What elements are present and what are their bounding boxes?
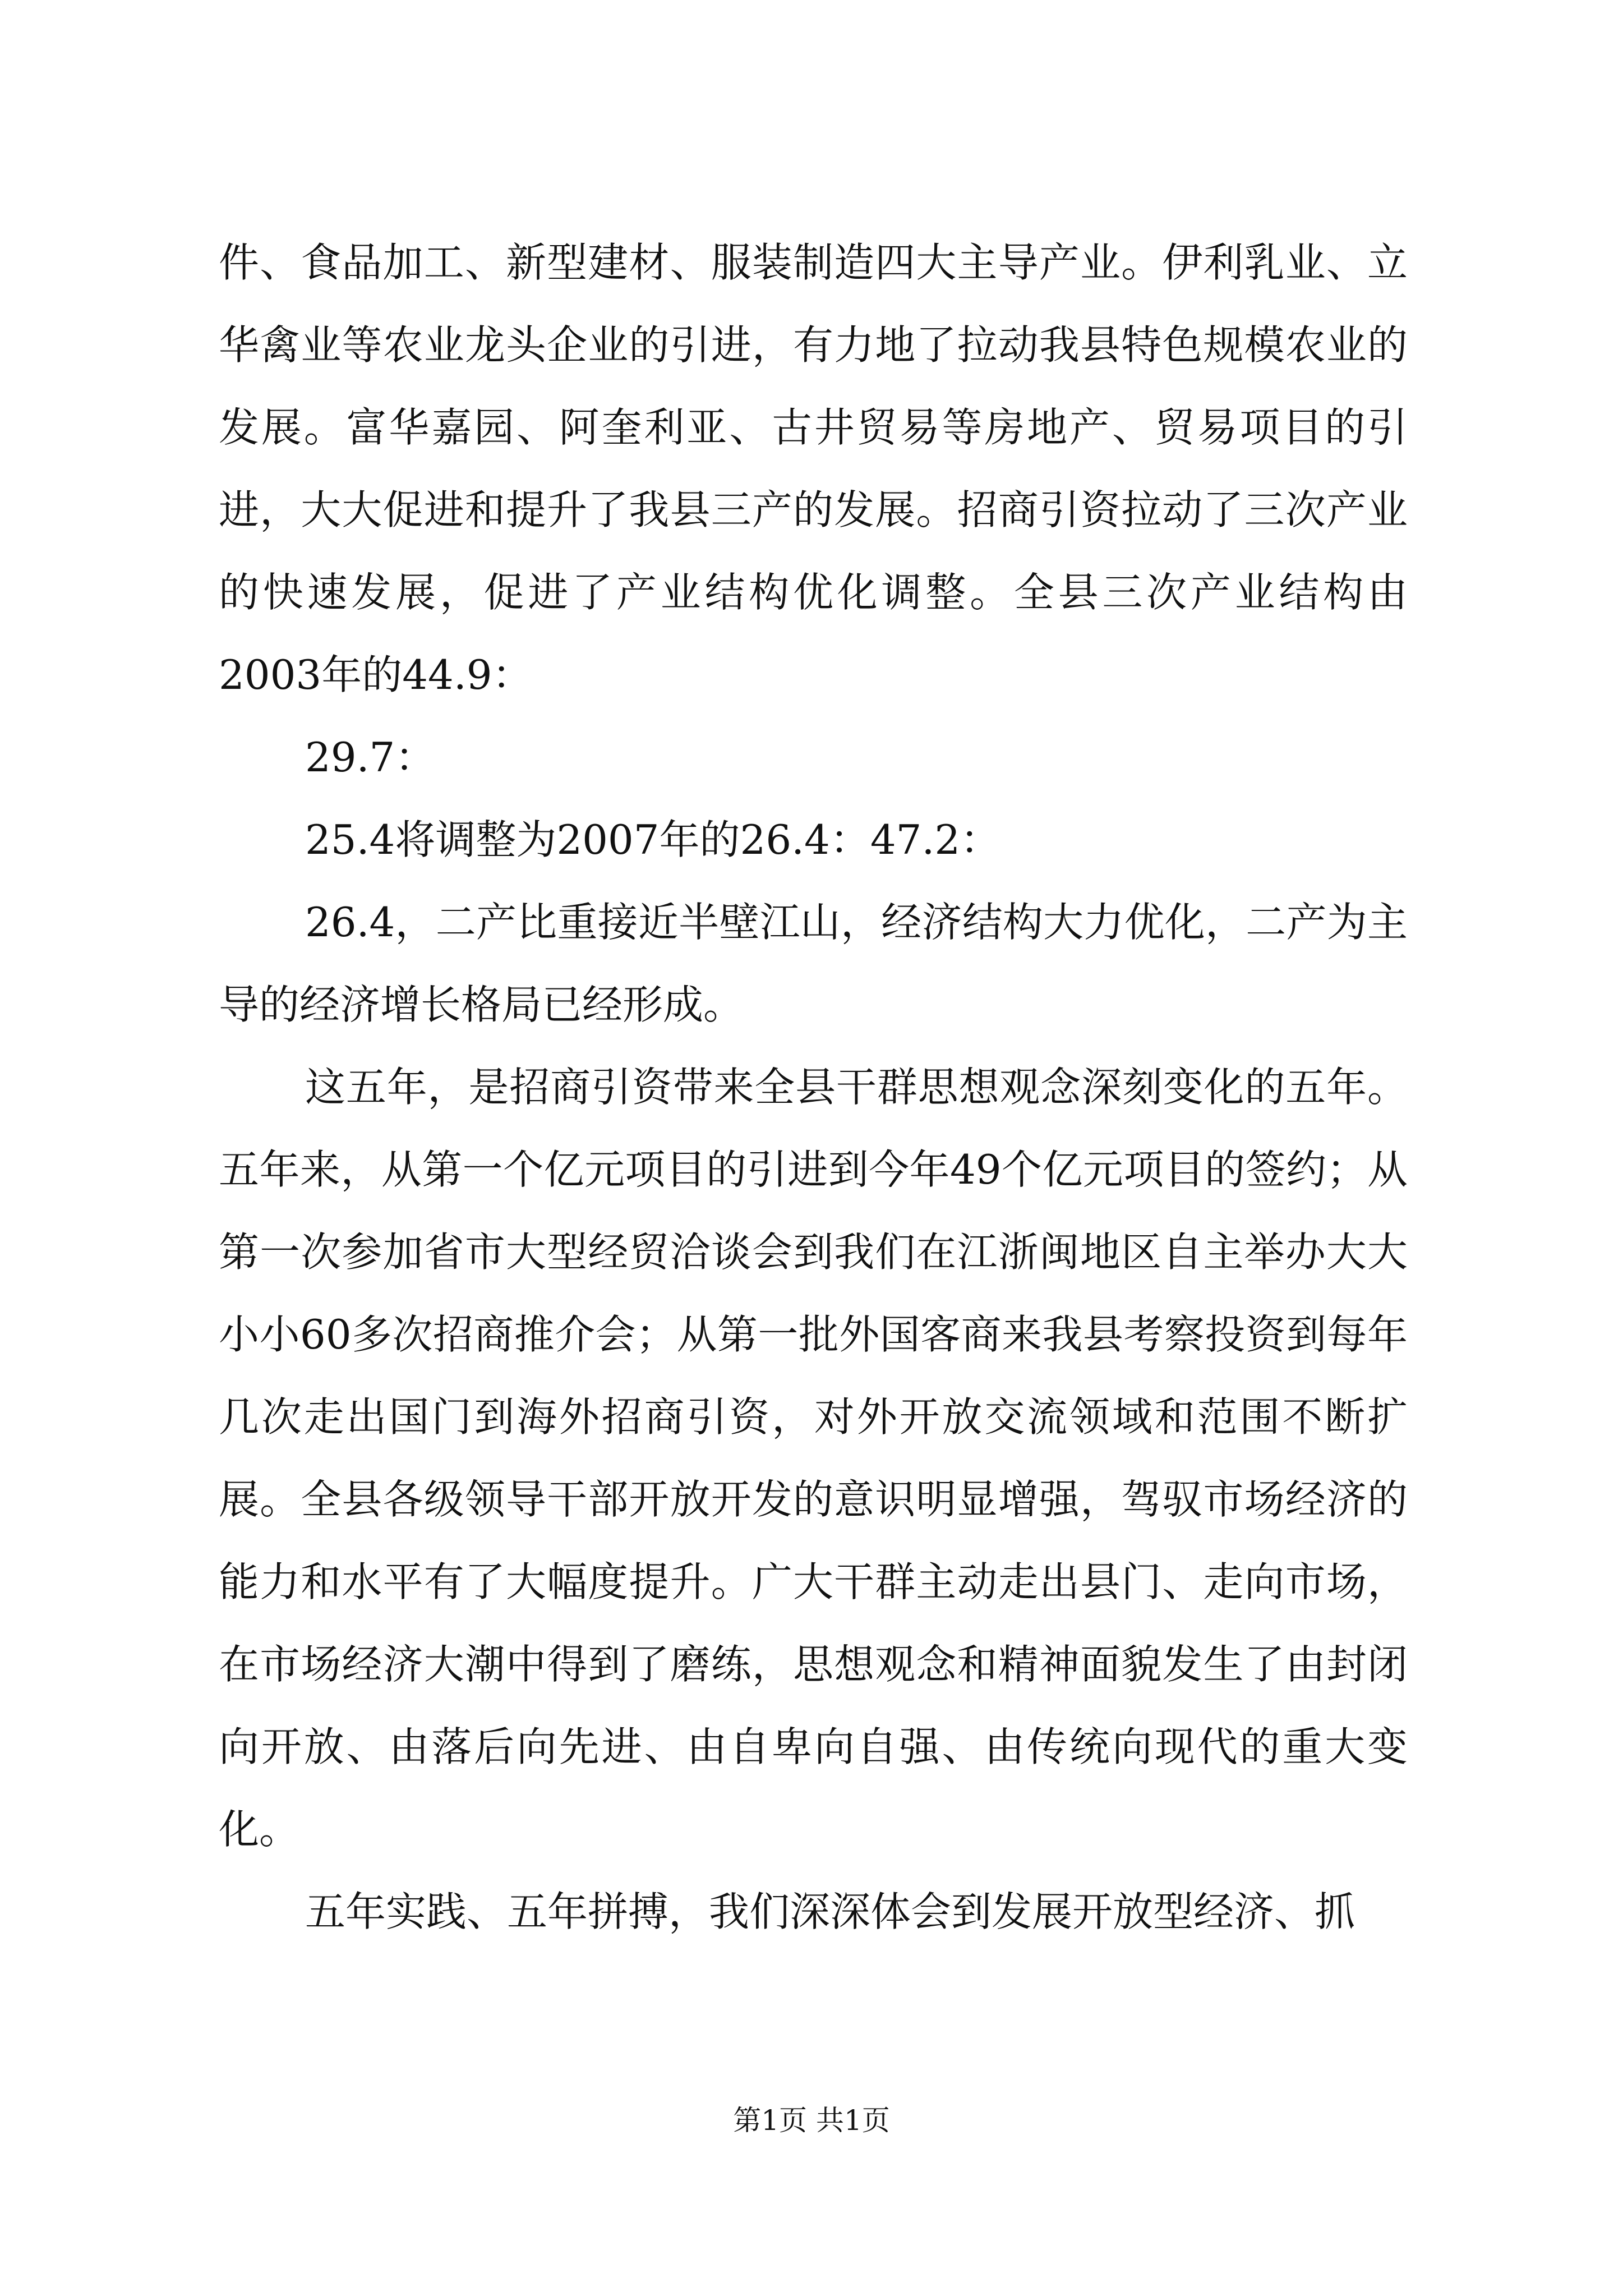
document-body bbox=[219, 222, 1408, 1953]
paragraph-ratio-conclusion: 26.4，二产比重接近半壁江山，经济结构大力优化，二产为主导的经济增长格局已经形成。 bbox=[219, 899, 1408, 1028]
paragraph-five-years-practice: 五年实践、五年拼搏，我们深深体会到发展开放型经济、抓 bbox=[305, 1888, 1355, 1935]
paragraph-mindset-change: 这五年，是招商引资带来全县干群思想观念深刻变化的五年。五年来，从第一个亿元项目的引进到今年49个亿元项目的签约；从第一次参加省市大型经贸洽谈会到我们在江浙闽地区自主举办大大小小60多次招商推介会；从第一批外国客商来我县考察投资到每年几次走出国门到海外招商引资，对外开放交流领域和范围不断扩展。全县各级领导干部开放开发的意识明显增强，驾驭市场经济的能力和水平有了大幅度提升。广大干群主动走出县门、走向市场，在市场经济大潮中得到了磨练，思想观念和精神面貌发生了由封闭向开放、由落后向先进、由自卑向自强、由传统向现代的重大变化。 bbox=[219, 1064, 1408, 1853]
paragraph-ratio-part-1: 29.7： bbox=[305, 734, 436, 781]
paragraph-continuation: 件、食品加工、新型建材、服装制造四大主导产业。伊利乳业、立华禽业等农业龙头企业的引进，有力地了拉动我县特色规模农业的发展。富华嘉园、阿奎利亚、古井贸易等房地产、贸易项目的引进，大大促进和提升了我县三产的发展。招商引资拉动了三次产业的快速发展，促进了产业结构优化调整。全县三次产业结构由2003年的44.9： bbox=[219, 239, 1408, 698]
paragraph-ratio-part-2: 25.4将调整为2007年的26.4：47.2： bbox=[305, 816, 1001, 863]
page-footer: 第1页 共1页 bbox=[733, 2104, 890, 2137]
